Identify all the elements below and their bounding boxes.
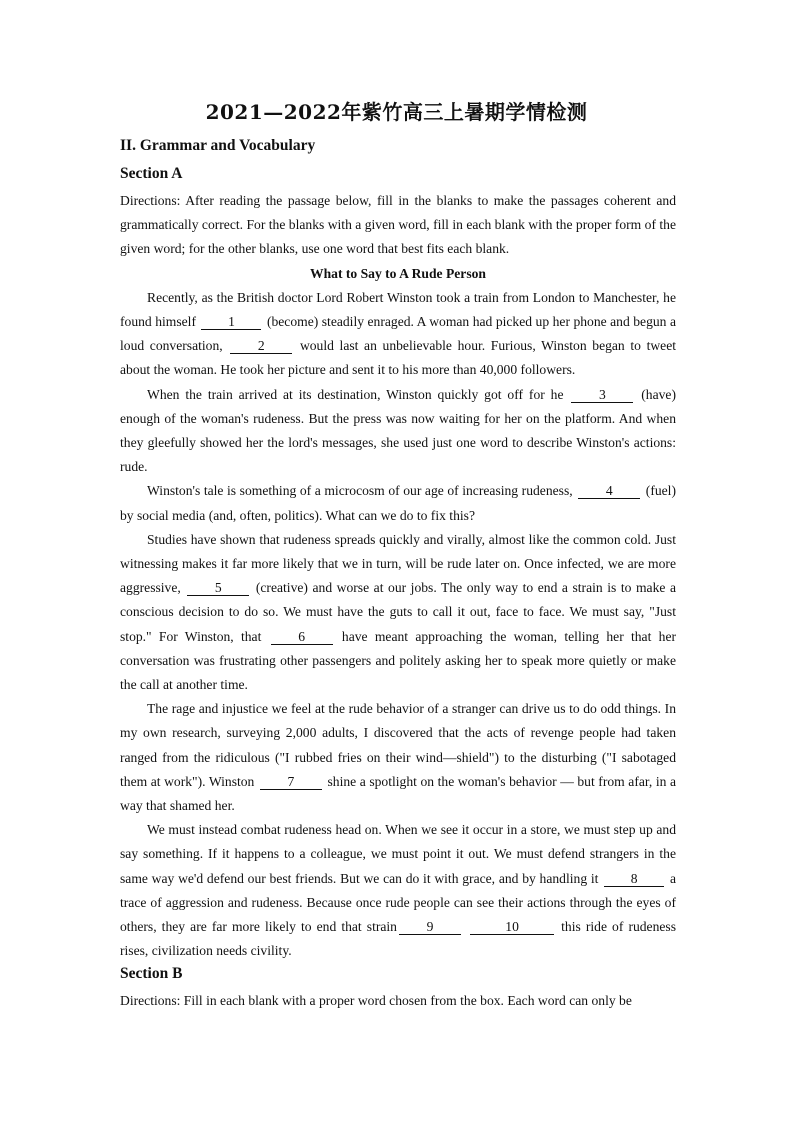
paragraph-2 [120, 383, 676, 480]
p4-text-c: have meant approaching the woman, telling her that her conversation was frustrating other passengers and politely asking her to speak more quietly or make the call at another time. [120, 628, 676, 693]
blank-6[interactable]: 6 [271, 630, 333, 645]
blank-10[interactable]: 10 [470, 920, 554, 935]
p6-text-c: this ride of rudeness rises, civilization needs civility. [120, 919, 677, 959]
part-heading: II. Grammar and Vocabulary [120, 137, 316, 154]
p6-text-b: a trace of aggression and rudeness. Because once rude people can see their actions through the eyes of others, they are far more likely to end that strain [120, 870, 677, 935]
section-b-heading: Section B [120, 965, 183, 982]
section-a-body [120, 189, 676, 964]
p6-text-a: We must instead combat rudeness head on. When we see it occur in a store, we must step up and say something. If it happens to a colleague, we must point it out. We must defend strangers in the same way we'd defend our best friends. But we can do it with grace, and by handling it [120, 822, 676, 886]
paragraph-5 [120, 697, 676, 818]
section-b-directions: Directions: Fill in each blank with a proper word chosen from the box. Each word can only be [120, 993, 632, 1008]
section-a-heading: Section A [120, 165, 183, 182]
p1-text-c: would last an unbelievable hour. Furious, Winston began to tweet about the woman. He took her picture and sent it to his more than 40,000 followers. [120, 338, 677, 378]
p3-text-a: Winston's tale is something of a microcosm of our age of increasing rudeness, [147, 483, 573, 499]
blank-3[interactable]: 3 [571, 388, 633, 403]
p5-text-b: shine a spotlight on the woman's behavior — but from afar, in a way that shamed her. [120, 773, 676, 814]
section-a-directions: Directions: After reading the passage below, fill in the blanks to make the passages coherent and grammatically correct. For the blanks with a given word, fill in each blank with the proper form of the given word; for the other blanks, use one word that best fits each blank. [120, 193, 676, 257]
paragraph-6 [120, 818, 676, 963]
p1-text-b: (become) steadily enraged. A woman had picked up her phone and begun a loud conversation, [120, 314, 676, 354]
p2-text-b: (have) enough of the woman's rudeness. But the press was now waiting for her on the platform. And when they gleefully showed her the lord's messages, she used just one word to describe Winston's actions: rude. [120, 386, 676, 475]
blank-4[interactable]: 4 [578, 484, 640, 499]
paragraph-1 [120, 286, 676, 383]
p2-text-a: When the train arrived at its destination, Winston quickly got off for he [147, 386, 564, 402]
p5-text-a: The rage and injustice we feel at the rude behavior of a stranger can drive us to do odd things. In my own research, surveying 2,000 adults, I discovered that the acts of revenge people had taken ranged from the ridiculous ("I rubbed fries on their wind—shield") to the disturbing ("I sabotaged them at work"). Winston [120, 701, 676, 789]
passage-title: What to Say to A Rude Person [310, 265, 486, 281]
p4-text-a: Studies have shown that rudeness spreads quickly and virally, almost like the common cold. Just witnessing makes it far more likely that we in turn, will be rude later on. Once infected, we are more aggressive, [120, 531, 676, 596]
blank-7[interactable]: 7 [260, 775, 322, 790]
paragraph-4 [120, 528, 676, 697]
p4-text-b: (creative) and worse at our jobs. The only way to end a strain is to make a conscious decision to do so. We must have the guts to call it out, face to face. We must say, "Just stop." For Winston, that [120, 580, 676, 644]
blank-8[interactable]: 8 [604, 872, 664, 887]
p1-text-a: Recently, as the British doctor Lord Robert Winston took a train from London to Manchester, he found himself [120, 289, 676, 330]
blank-9[interactable]: 9 [399, 920, 461, 935]
paragraph-3 [120, 479, 676, 527]
blank-5[interactable]: 5 [187, 581, 249, 596]
blank-2[interactable]: 2 [230, 339, 292, 354]
page-title: 2021—2022年紫竹高三上暑期学情检测 [205, 100, 588, 124]
p3-text-b: (fuel) by social media (and, often, politics). What can we do to fix this? [120, 483, 676, 523]
section-b-body [120, 989, 676, 1013]
blank-1[interactable]: 1 [201, 315, 261, 330]
